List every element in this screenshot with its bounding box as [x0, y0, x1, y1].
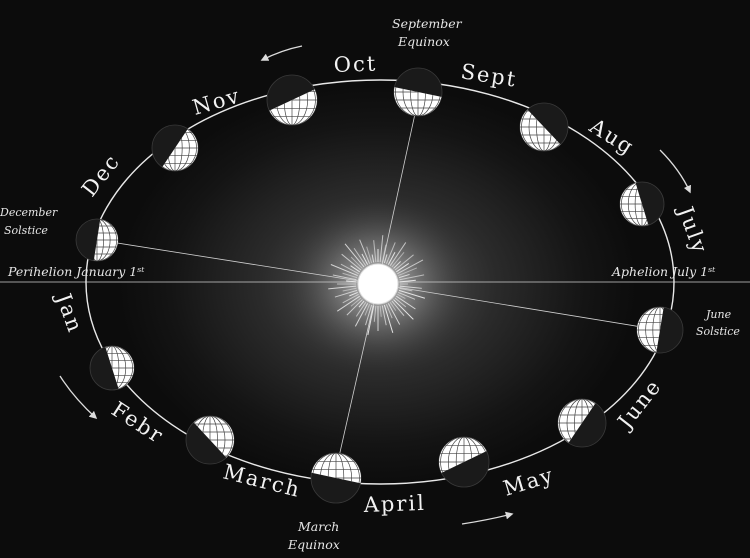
earth	[152, 125, 198, 171]
month-label-jan: Jan	[51, 290, 88, 337]
arrow-top-left	[262, 46, 302, 60]
earth	[637, 307, 683, 353]
earth	[620, 182, 664, 226]
earth	[439, 437, 489, 487]
aphelion-label: Aphelion July 1ˢᵗ	[612, 264, 716, 279]
month-label-june: June	[613, 374, 667, 434]
month-label-oct: Oct	[333, 51, 378, 77]
month-label-july: July	[673, 203, 713, 258]
march-equinox-line2: Equinox	[288, 537, 340, 552]
month-label-febr: Febr	[107, 397, 169, 449]
sun	[358, 264, 398, 304]
earth	[520, 103, 568, 151]
perihelion-label: Perihelion January 1ˢᵗ	[8, 264, 145, 279]
june-solstice-line2: Solstice	[696, 325, 740, 338]
month-label-may: May	[500, 462, 558, 501]
december-solstice-line2: Solstice	[4, 224, 48, 237]
earth	[558, 399, 606, 447]
arrow-left	[60, 376, 96, 418]
month-label-dec: Dec	[77, 149, 125, 202]
arrow-bottom	[462, 514, 512, 524]
month-label-sept: Sept	[459, 59, 519, 92]
march-equinox-line1: March	[298, 519, 340, 534]
december-solstice-line1: December	[0, 206, 58, 219]
earth	[311, 453, 361, 503]
earth	[90, 346, 134, 390]
earth	[267, 75, 317, 125]
earth	[76, 219, 118, 261]
month-label-nov: Nov	[189, 83, 244, 120]
earth	[186, 416, 234, 464]
september-equinox-line2: Equinox	[398, 34, 450, 49]
month-label-aug: Aug	[585, 113, 639, 160]
month-label-march: March	[220, 459, 304, 503]
arrow-top-right	[660, 150, 690, 192]
month-label-april: April	[363, 490, 427, 517]
earth	[394, 68, 442, 116]
june-solstice-line1: June	[706, 308, 732, 321]
september-equinox-line1: September	[392, 16, 462, 31]
